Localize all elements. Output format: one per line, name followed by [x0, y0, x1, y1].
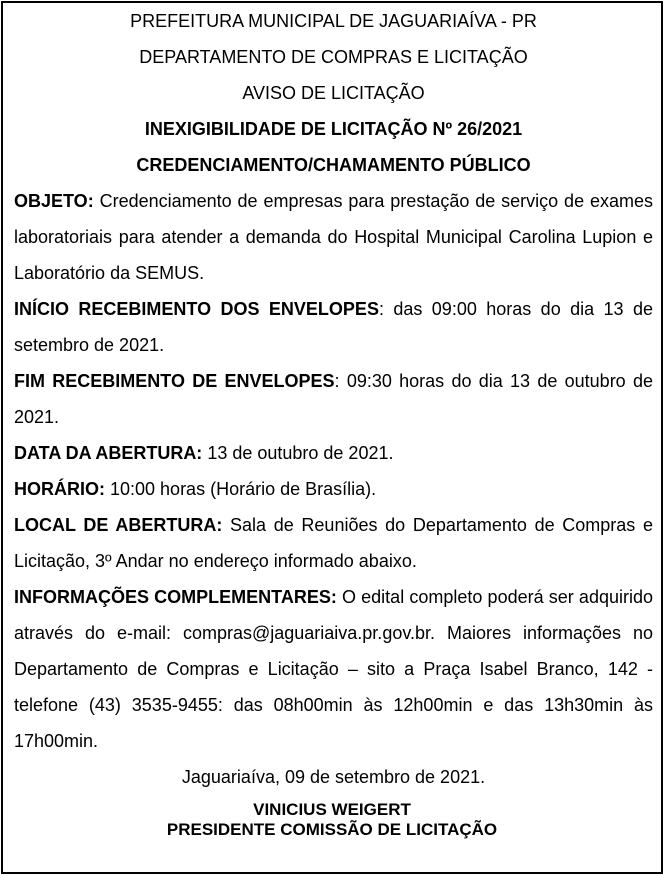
section-inicio-text: : das 09:00 horas do dia 13 de setembro de 2021. [14, 299, 653, 355]
header-municipality: PREFEITURA MUNICIPAL DE JAGUARIAÍVA - PR [130, 11, 537, 31]
header-modality: CREDENCIAMENTO/CHAMAMENTO PÚBLICO [136, 155, 531, 175]
header-process-number: INEXIGIBILIDADE DE LICITAÇÃO Nº 26/2021 [144, 119, 523, 139]
section-local-text: Sala de Reuniões do Departamento de Compras e Licitação, 3º Andar no endereço informado abaixo. [14, 515, 653, 571]
date-place: Jaguariaíva, 09 de setembro de 2021. [181, 767, 486, 787]
section-horario-label: HORÁRIO: [14, 479, 105, 499]
section-horario [14, 471, 653, 507]
section-inicio [14, 291, 653, 363]
notice-content [14, 3, 653, 795]
section-informacoes-label: INFORMAÇÕES COMPLEMENTARES: [14, 587, 337, 607]
signature-role: PRESIDENTE COMISSÃO DE LICITAÇÃO [166, 820, 498, 839]
section-objeto-label: OBJETO: [14, 191, 94, 211]
section-fim [14, 363, 653, 435]
section-data-abertura-label: DATA DA ABERTURA: [14, 443, 203, 463]
section-informacoes [14, 579, 653, 759]
section-informacoes-text: O edital completo poderá ser adquirido através do e-mail: compras@jaguariaiva.pr.gov.br. Maiores informações no Departamento de Compras e Licitação – sito a Praça Isabel Branco, 142 - telefone (43) 3535-9455: das 08h00min às 12h00min e das 13h30min às 17h00min. [14, 587, 653, 751]
header-department: DEPARTAMENTO DE COMPRAS E LICITAÇÃO [139, 47, 528, 67]
section-fim-label: FIM RECEBIMENTO DE ENVELOPES [14, 371, 335, 391]
section-fim-text: : 09:30 horas do dia 13 de outubro de 2021. [14, 371, 653, 427]
section-objeto-text: Credenciamento de empresas para prestação de serviço de exames laboratoriais para atender a demanda do Hospital Municipal Carolina Lupion e Laboratório da SEMUS. [14, 191, 653, 283]
section-horario-text: 10:00 horas (Horário de Brasília). [105, 479, 377, 499]
section-local-label: LOCAL DE ABERTURA: [14, 515, 223, 535]
section-inicio-label: INÍCIO RECEBIMENTO DOS ENVELOPES [14, 299, 379, 319]
header-notice-type: AVISO DE LICITAÇÃO [242, 83, 425, 103]
section-data-abertura [14, 435, 653, 471]
signature-block [3, 800, 661, 840]
section-objeto [14, 183, 653, 291]
section-local [14, 507, 653, 579]
notice-frame [1, 1, 663, 874]
section-data-abertura-text: 13 de outubro de 2021. [202, 443, 394, 463]
signature-name: VINICIUS WEIGERT [253, 800, 411, 819]
